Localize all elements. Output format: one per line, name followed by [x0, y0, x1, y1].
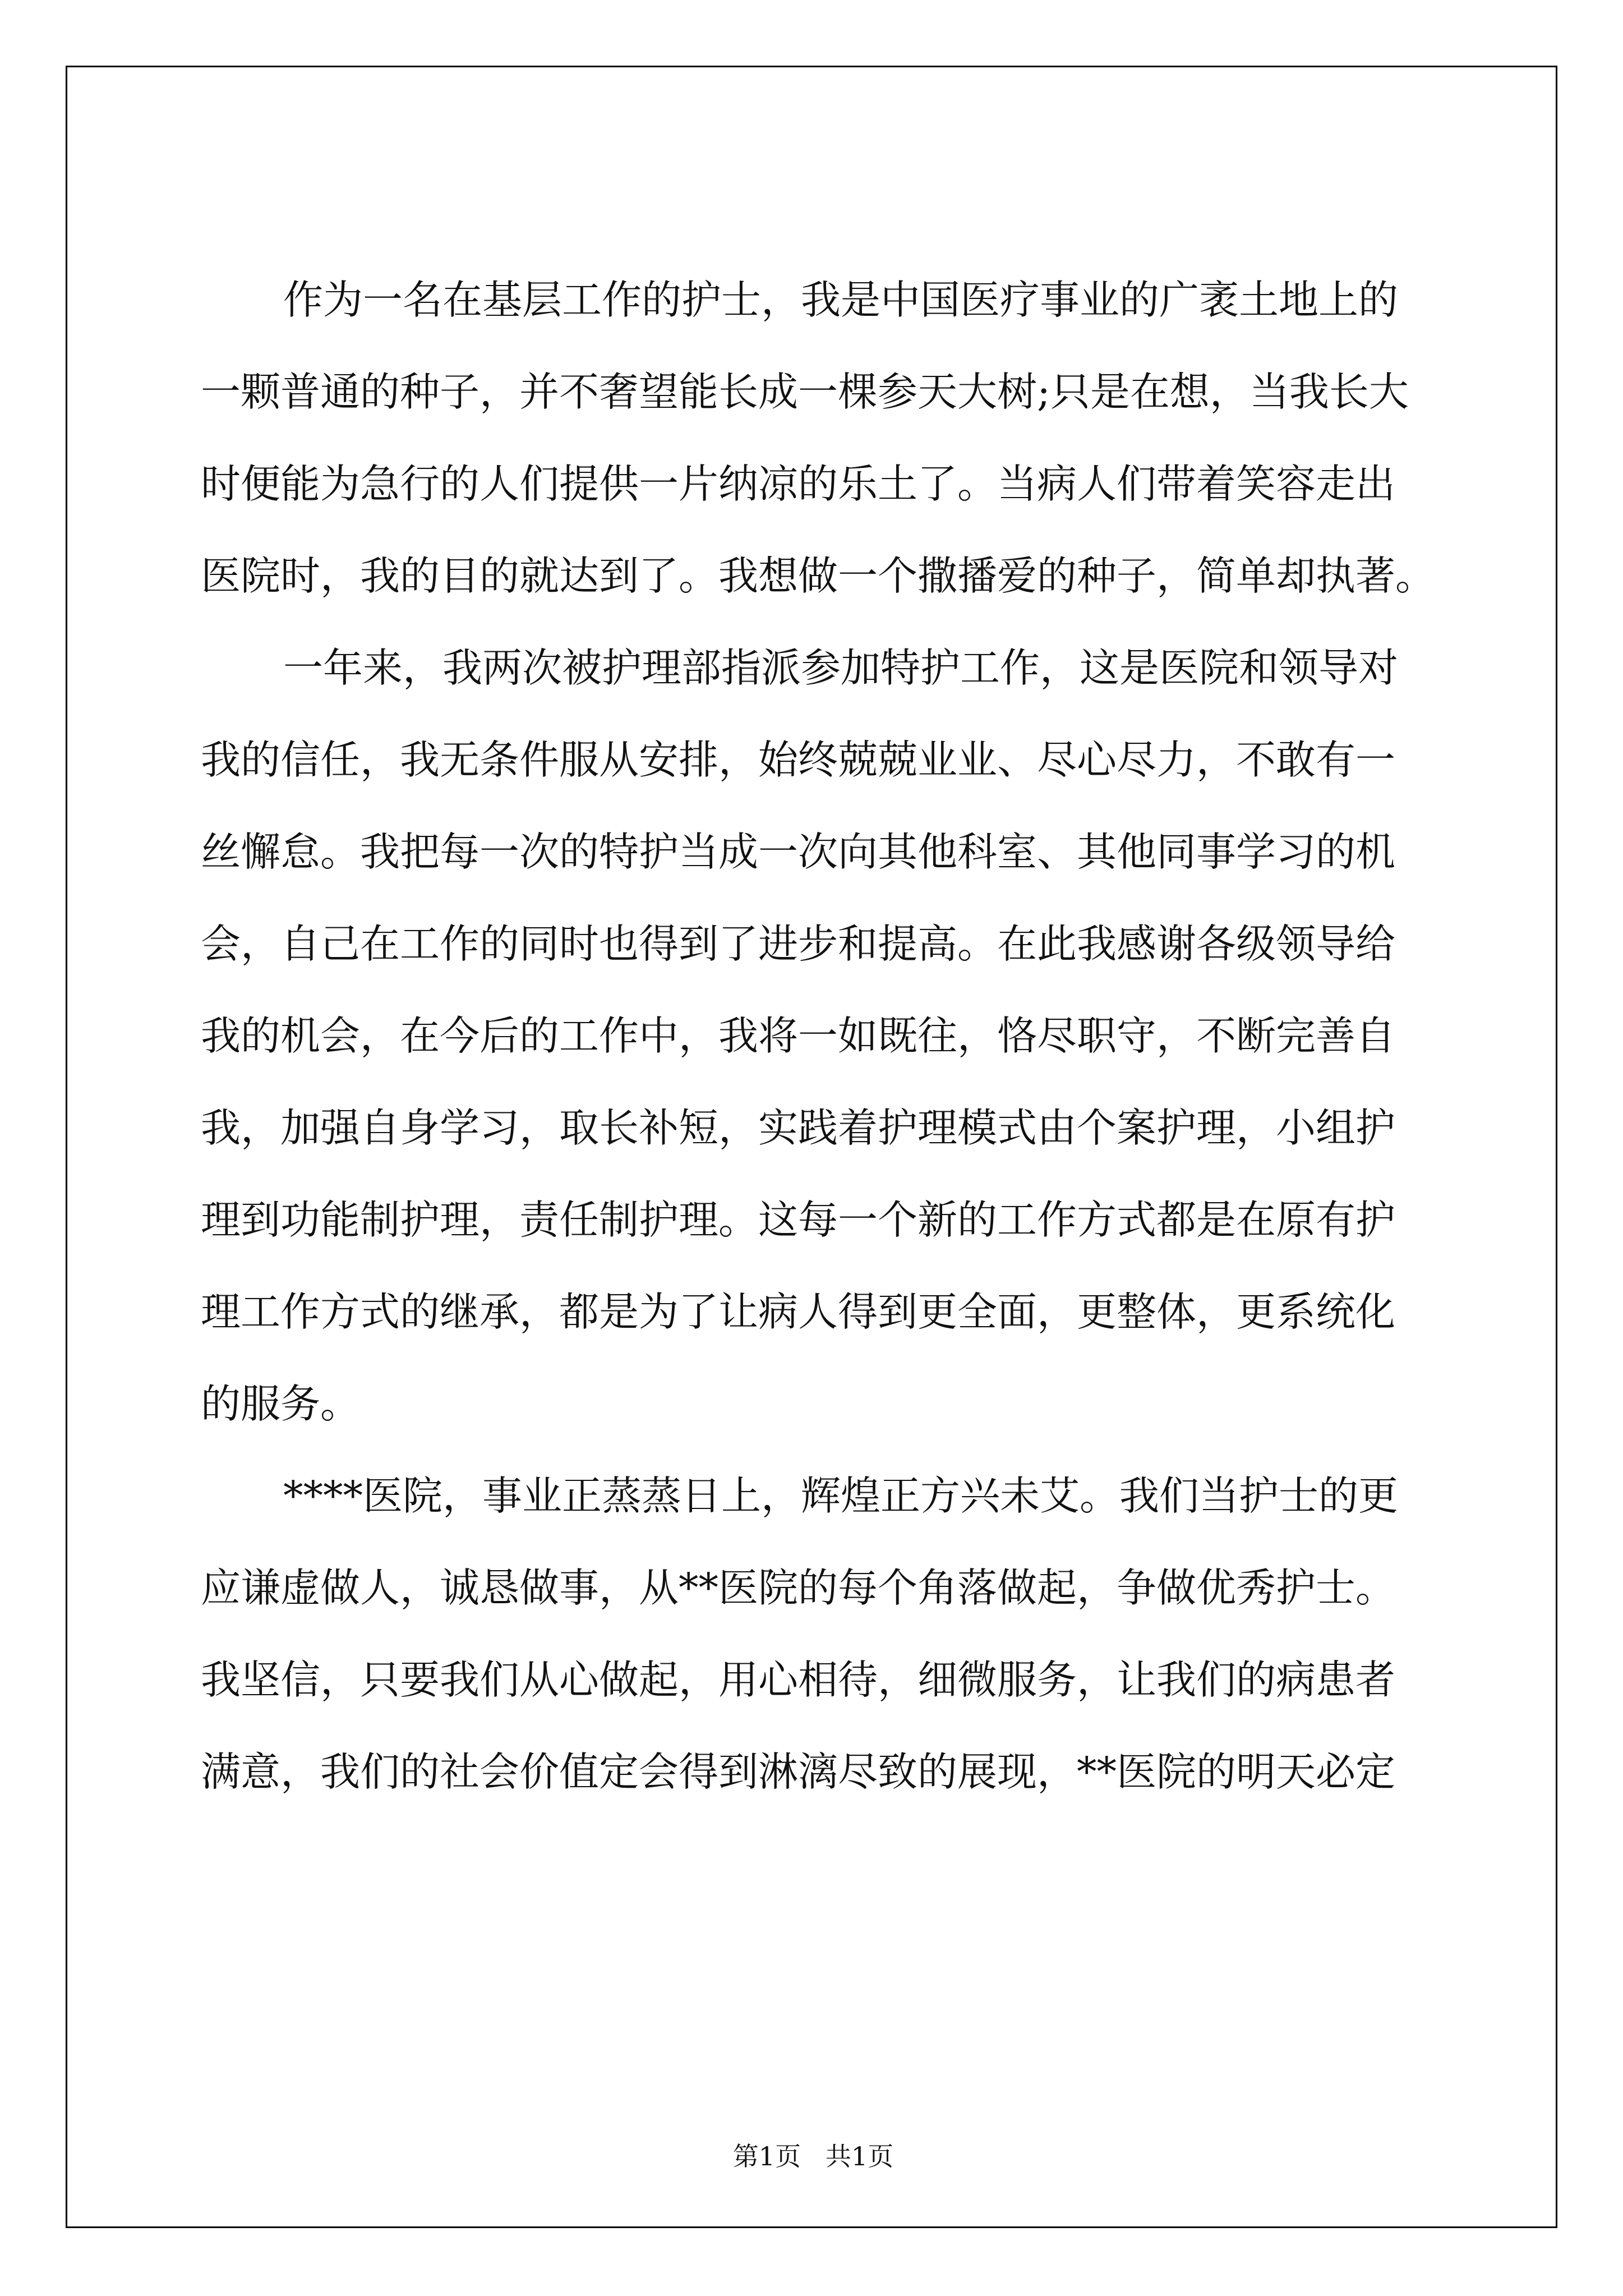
- text-line: 我的机会，在今后的工作中，我将一如既往，恪尽职守，不断完善自: [201, 1013, 1396, 1059]
- page-frame: [66, 66, 1557, 2228]
- text-line: 丝懈怠。我把每一次的特护当成一次向其他科室、其他同事学习的机: [201, 829, 1396, 875]
- text-line: 的服务。: [201, 1381, 361, 1427]
- text-line: 医院时，我的目的就达到了。我想做一个撒播爱的种子，简单却执著。: [201, 553, 1436, 599]
- text-line: 应谦虚做人，诚恳做事，从**医院的每个角落做起，争做优秀护士。: [201, 1565, 1396, 1611]
- text-line: 时便能为急行的人们提供一片纳凉的乐土了。当病人们带着笑容走出: [201, 461, 1396, 507]
- text-line: 理到功能制护理，责任制护理。这每一个新的工作方式都是在原有护: [201, 1197, 1396, 1243]
- text-line: 我的信任，我无条件服从安排，始终兢兢业业、尽心尽力，不敢有一: [201, 737, 1396, 783]
- text-line: 理工作方式的继承，都是为了让病人得到更全面，更整体，更系统化: [201, 1289, 1396, 1335]
- text-line: ****医院，事业正蒸蒸日上，辉煌正方兴未艾。我们当护士的更: [283, 1473, 1399, 1519]
- text-line: 我坚信，只要我们从心做起，用心相待，细微服务，让我们的病患者: [201, 1657, 1396, 1703]
- text-line: 会，自己在工作的同时也得到了进步和提高。在此我感谢各级领导给: [201, 921, 1396, 967]
- text-line: 一颗普通的种子，并不奢望能长成一棵参天大树;只是在想，当我长大: [201, 369, 1409, 415]
- text-line: 作为一名在基层工作的护士，我是中国医疗事业的广袤土地上的: [283, 277, 1399, 323]
- text-line: 一年来，我两次被护理部指派参加特护工作，这是医院和领导对: [283, 645, 1399, 691]
- text-line: 我，加强自身学习，取长补短，实践着护理模式由个案护理，小组护: [201, 1105, 1396, 1151]
- page-number: 第1页 共1页: [732, 2141, 894, 2171]
- text-line: 满意，我们的社会价值定会得到淋漓尽致的展现，**医院的明天必定: [201, 1749, 1396, 1795]
